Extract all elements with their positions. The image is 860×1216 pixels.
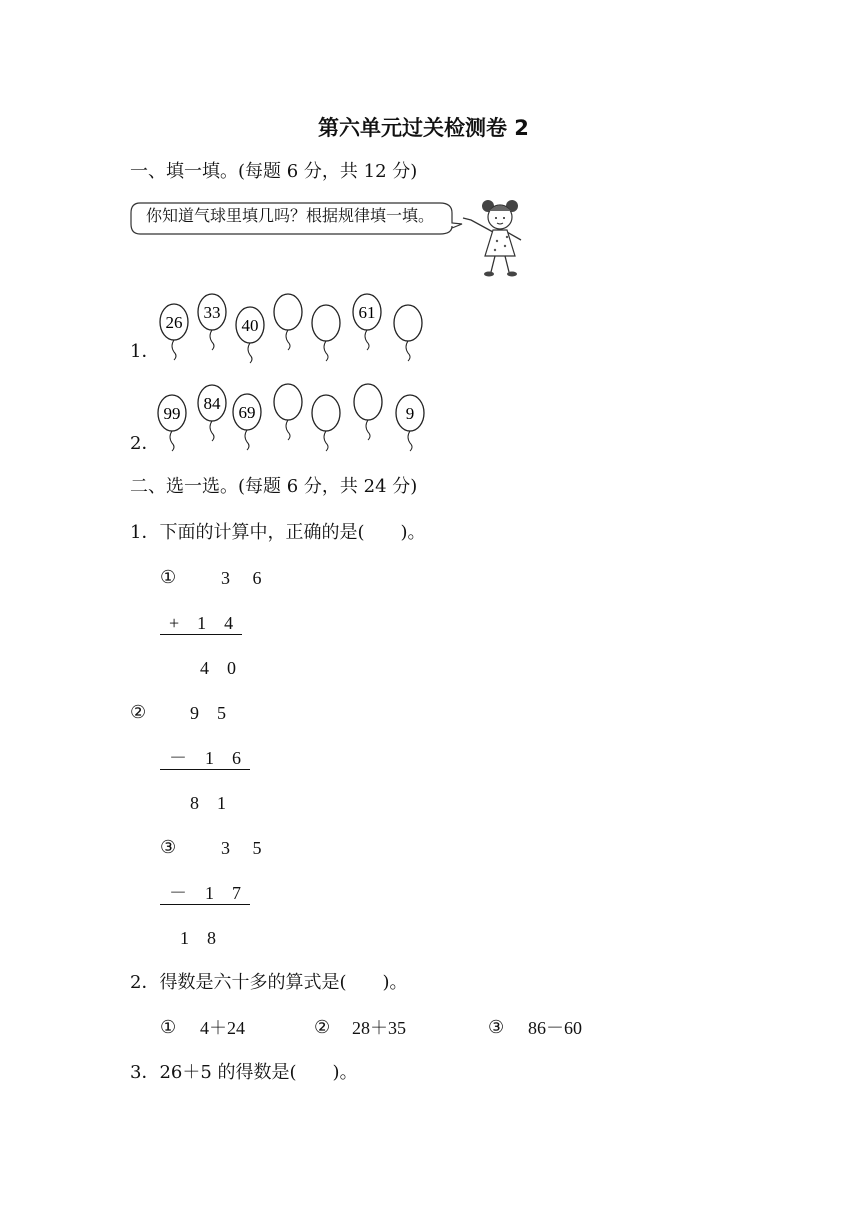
balloon — [274, 384, 302, 440]
balloon — [354, 384, 382, 440]
balloon — [198, 385, 226, 441]
girl-illustration — [455, 196, 535, 286]
option-1-result: 4 0 — [200, 658, 236, 678]
q2-option-2-mark: ② — [314, 1017, 331, 1038]
option-2-mark: ② — [130, 702, 147, 723]
balloon — [394, 305, 422, 361]
balloon-row-1 — [155, 290, 455, 370]
q2-label: 2． — [130, 433, 160, 454]
speech-bubble — [0, 0, 860, 300]
balloon-row-2 — [155, 380, 455, 460]
balloon — [236, 307, 264, 363]
balloon-number: 40 — [241, 316, 259, 335]
option-3-result: 1 8 — [180, 928, 216, 948]
page-title: 第六单元过关检测卷 2 — [318, 116, 529, 140]
q1-stem: 1．下面的计算中，正确的是( )。 — [130, 522, 426, 543]
option-3-operation: － 1 7 — [160, 884, 250, 905]
balloon-number: 33 — [203, 303, 221, 322]
balloon — [198, 294, 226, 350]
option-2-operation: － 1 6 — [160, 749, 250, 770]
balloon-number: 99 — [163, 404, 181, 423]
q2-option-1-mark: ① — [160, 1017, 177, 1038]
balloon-number: 26 — [165, 313, 183, 332]
balloon — [353, 294, 381, 350]
bubble-text: 你知道气球里填几吗？根据规律填一填。 — [146, 206, 435, 225]
q2-stem: 2．得数是六十多的算式是( )。 — [130, 972, 408, 993]
option-2-result: 8 1 — [190, 793, 226, 813]
balloon-number: 69 — [238, 403, 256, 422]
balloon — [233, 394, 261, 450]
balloon — [158, 395, 186, 451]
option-1-mark: ① — [160, 567, 177, 588]
balloon-number: 9 — [405, 404, 415, 423]
section1-heading: 一、填一填。(每题 6 分，共 12 分) — [130, 161, 418, 182]
balloon — [274, 294, 302, 350]
q1-label: 1． — [130, 341, 160, 362]
option-3-mark: ③ — [160, 837, 177, 858]
option-3-top: 3 5 — [221, 838, 262, 858]
balloon — [160, 304, 188, 360]
option-2-top: 9 5 — [190, 703, 226, 723]
balloon — [396, 395, 424, 451]
q2-option-3-expr: 86－60 — [528, 1018, 582, 1038]
option-1-top: 3 6 — [221, 568, 262, 588]
balloon — [312, 305, 340, 361]
q2-option-1-expr: 4＋24 — [200, 1018, 245, 1038]
balloon — [312, 395, 340, 451]
balloon-number: 84 — [203, 394, 221, 413]
option-1-operation: + 1 4 — [160, 614, 242, 635]
q2-option-3-mark: ③ — [488, 1017, 505, 1038]
section2-heading: 二、选一选。(每题 6 分，共 24 分) — [130, 476, 418, 497]
q3-stem: 3．26＋5 的得数是( )。 — [130, 1062, 358, 1083]
balloon-number: 61 — [358, 303, 376, 322]
q2-option-2-expr: 28＋35 — [352, 1018, 406, 1038]
